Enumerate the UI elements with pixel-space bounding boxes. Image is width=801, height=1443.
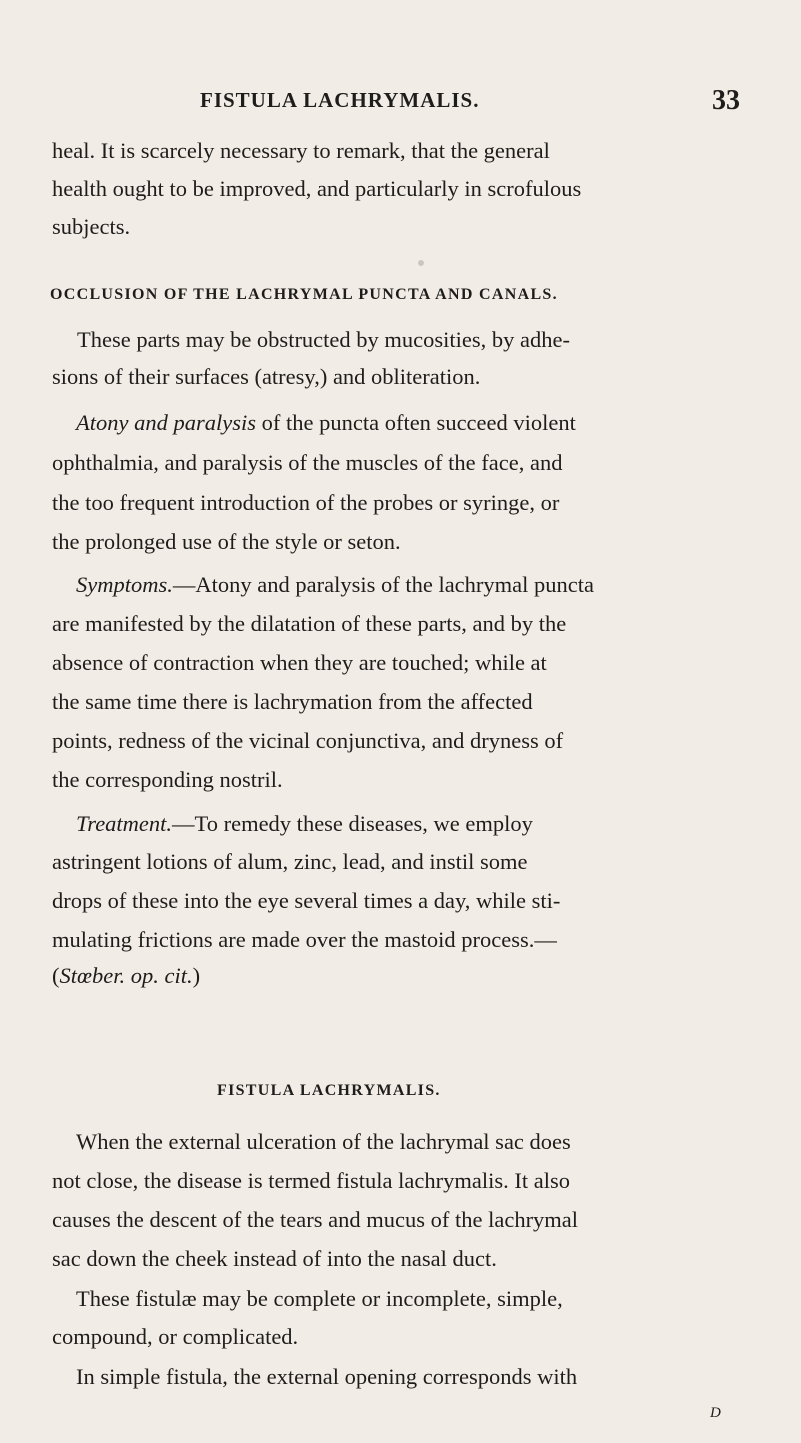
text-line-3: subjects. (52, 214, 131, 239)
treatment-line-3: drops of these into the eye several times a day, while sti- (52, 888, 561, 913)
symptoms-line-4: the same time there is lachrymation from the affected (52, 689, 533, 714)
citation-open-paren: ( (52, 963, 60, 988)
citation-close-paren: ) (192, 963, 201, 988)
occlusion-line-2: sions of their surfaces (atresy,) and obliteration. (52, 364, 481, 389)
fistulae-line-1: These fistulæ may be complete or incomplete, simple, (76, 1286, 563, 1311)
text-line-1: heal. It is scarcely necessary to remark, that the general (52, 138, 550, 163)
symptoms-line-1-rest: —Atony and paralysis of the lachrymal puncta (172, 572, 595, 597)
atony-line-3: the too frequent introduction of the probes or syringe, or (52, 490, 560, 515)
page-number: 33 (712, 85, 740, 116)
running-head (200, 85, 740, 124)
fistula-line-3: causes the descent of the tears and mucus of the lachrymal (52, 1207, 579, 1232)
atony-line-1-rest: of the puncta often succeed violent (256, 410, 576, 435)
atony-term: Atony and paralysis (76, 410, 256, 435)
treatment-line-1-rest: —To remedy these diseases, we employ (172, 811, 533, 836)
fistula-line-4: sac down the cheek instead of into the nasal duct. (52, 1246, 497, 1271)
occlusion-line-1: These parts may be obstructed by mucosities, by adhe- (77, 327, 570, 352)
text-line-2: health ought to be improved, and particularly in scrofulous (52, 176, 582, 201)
symptoms-line-1 (76, 570, 594, 600)
symptoms-line-3: absence of contraction when they are touched; while at (52, 650, 547, 675)
fistula-line-1: When the external ulceration of the lachrymal sac does (76, 1129, 571, 1154)
fistula-line-2: not close, the disease is termed fistula lachrymalis. It also (52, 1168, 570, 1193)
citation-text: Stœber. op. cit. (59, 963, 193, 988)
symptoms-line-6: the corresponding nostril. (52, 767, 283, 792)
print-smudge (418, 260, 424, 266)
symptoms-line-5: points, redness of the vicinal conjunctiva, and dryness of (52, 728, 564, 753)
simple-fistula-line-1: In simple fistula, the external opening corresponds with (76, 1364, 578, 1389)
symptoms-term: Symptoms. (76, 572, 173, 597)
atony-line-2: ophthalmia, and paralysis of the muscles of the face, and (52, 450, 563, 475)
atony-line-4: the prolonged use of the style or seton. (52, 529, 401, 554)
treatment-line-1 (76, 809, 533, 839)
signature-mark: D (710, 1405, 721, 1421)
running-title: FISTULA LACHRYMALIS. (200, 88, 480, 112)
treatment-term: Treatment. (76, 811, 173, 836)
fistulae-line-2: compound, or complicated. (52, 1324, 299, 1349)
section-heading-fistula: FISTULA LACHRYMALIS. (217, 1082, 441, 1099)
treatment-line-2: astringent lotions of alum, zinc, lead, and instil some (52, 849, 528, 874)
treatment-line-4: mulating frictions are made over the mastoid process.— (52, 927, 557, 952)
section-heading-occlusion: OCCLUSION OF THE LACHRYMAL PUNCTA AND CANALS. (50, 286, 558, 303)
treatment-citation (52, 961, 200, 991)
symptoms-line-2: are manifested by the dilatation of these parts, and by the (52, 611, 567, 636)
atony-line-1 (76, 408, 576, 438)
